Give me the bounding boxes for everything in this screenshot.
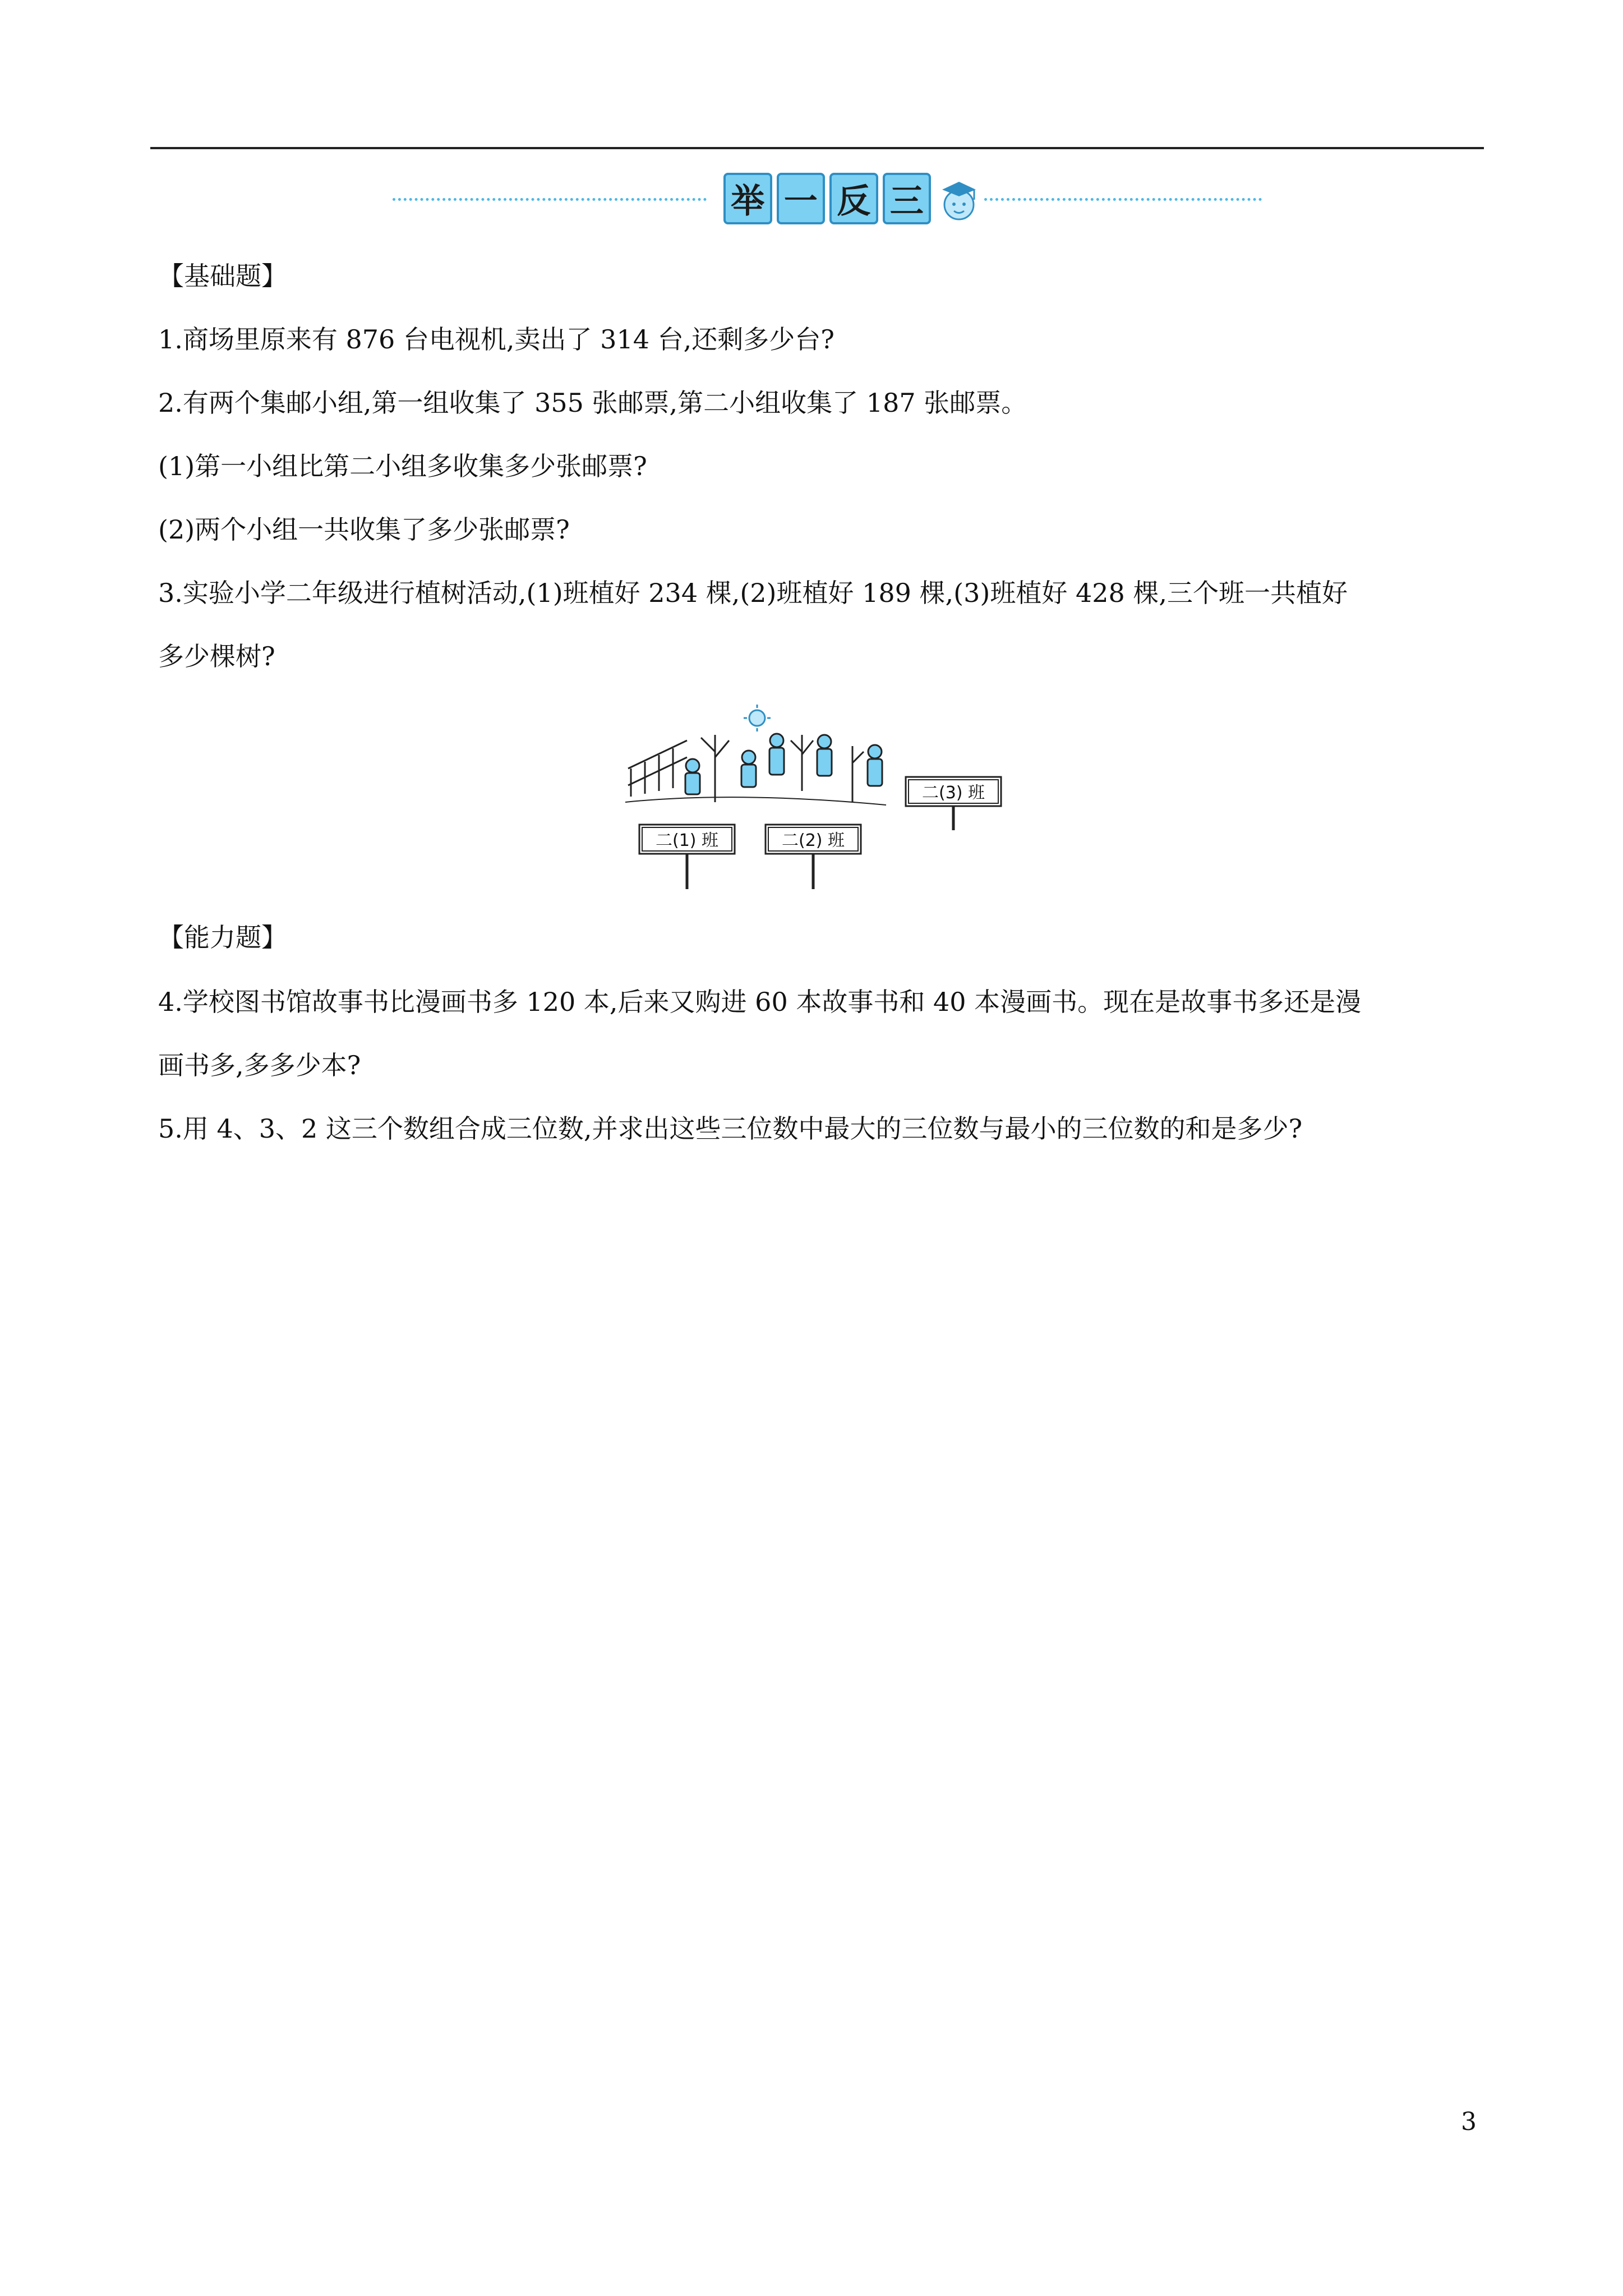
question-2-part-1: (1)第一小组比第二小组多收集多少张邮票? <box>158 451 647 481</box>
page-number: 3 <box>1461 2108 1477 2136</box>
question-2-part-2: (2)两个小组一共收集了多少张邮票? <box>158 514 570 545</box>
sign-class-1: 二(1) 班 <box>655 831 719 850</box>
graduate-cap-icon <box>934 174 984 224</box>
question-2: 2.有两个集邮小组,第一组收集了 355 张邮票,第二小组收集了 187 张邮票。 <box>158 388 1027 418</box>
banner-char-4: 三 <box>883 173 932 224</box>
banner-char-2: 一 <box>777 173 826 224</box>
ability-section-title: 【能力题】 <box>158 922 287 953</box>
banner-char-3: 反 <box>829 173 878 224</box>
question-4-line-2: 画书多,多多少本? <box>158 1050 361 1080</box>
banner-title <box>723 173 931 226</box>
question-3-line-2: 多少棵树? <box>158 641 275 671</box>
question-1: 1.商场里原来有 876 台电视机,卖出了 314 台,还剩多少台? <box>158 324 834 355</box>
sign-class-3: 二(3) 班 <box>921 783 985 803</box>
header-rule <box>150 147 1484 149</box>
tree-planting-illustration <box>623 701 1009 898</box>
question-5: 5.用 4、3、2 这三个数组合成三位数,并求出这些三位数中最大的三位数与最小的三位数的和是多少? <box>158 1114 1303 1144</box>
basic-section-title: 【基础题】 <box>158 261 287 291</box>
sign-class-2: 二(2) 班 <box>781 831 845 850</box>
banner-dotted-line-left <box>393 198 707 201</box>
banner-dotted-line-right <box>984 198 1262 201</box>
section-banner <box>393 168 1262 230</box>
question-4-line-1: 4.学校图书馆故事书比漫画书多 120 本,后来又购进 60 本故事书和 40 本漫画书。现在是故事书多还是漫 <box>158 987 1362 1017</box>
banner-char-1: 举 <box>723 173 772 224</box>
question-3-line-1: 3.实验小学二年级进行植树活动,(1)班植好 234 棵,(2)班植好 189 棵,(3)班植好 428 棵,三个班一共植好 <box>158 578 1348 608</box>
